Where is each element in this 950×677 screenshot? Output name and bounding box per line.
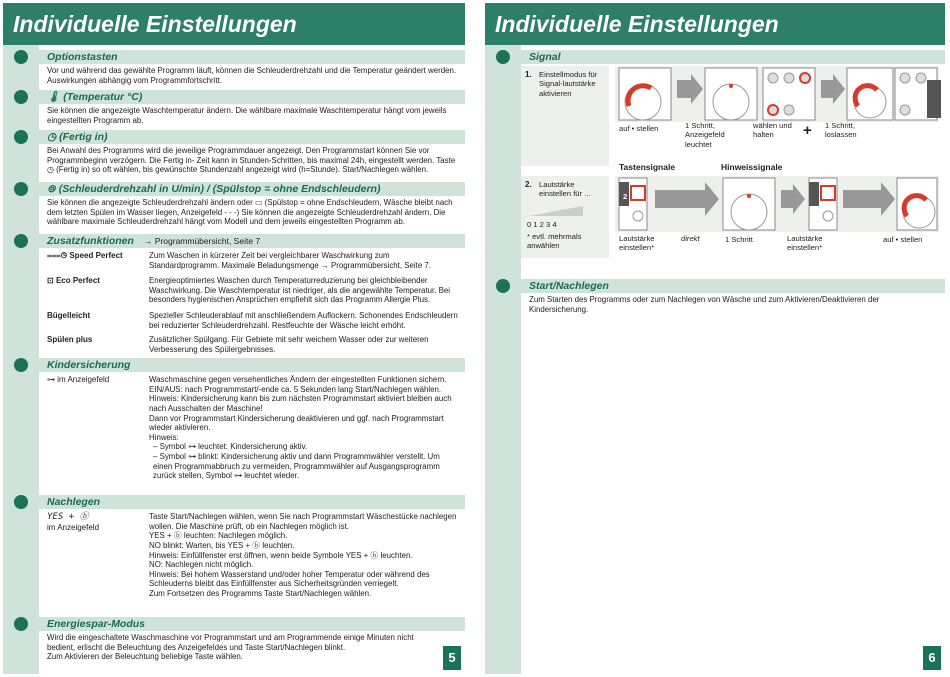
- schleuder-text: Sie können die angezeigte Schleuderdrehzahl ändern oder ▭ (Spülstop = ohne Endschleudern, Wäsche bleibt nach dem letzten Spülen im Wasser liegen, Anzeigefeld - - -) Sie können die angezeigte Schleuderdrehzahl ändern. Die wählbare maximale Schleuderdrehzahl hängt vom Modell und dem jeweils eingestellten Programm ab.: [47, 198, 453, 227]
- buegelleicht-label: Bügelleicht: [47, 311, 91, 320]
- arrow-head: [691, 74, 703, 104]
- caption-1schritt: 1 Schritt: [725, 235, 753, 244]
- arrow-shaft: [677, 80, 691, 98]
- caption-waehlen: wählen und halten: [753, 121, 792, 140]
- bullet-icon: [14, 495, 28, 509]
- right-page: [485, 3, 945, 674]
- bullet-icon: [14, 130, 28, 144]
- section-optionstasten: Optionstasten: [3, 50, 465, 64]
- dial-marker: [729, 84, 733, 88]
- bullet-icon: [496, 50, 510, 64]
- section-temperatur: 🌡 (Temperatur °C): [3, 90, 465, 104]
- display-value: 2: [623, 192, 628, 201]
- optionstasten-text: Vor und während das gewählte Programm läuft, können die Schleuderdrehzahl und die Temperatur geändert werden. Auswirkungen abhängig vom Programmfortschritt.: [47, 66, 457, 85]
- page-number: 5: [443, 646, 461, 670]
- nachlegen-text: Taste Start/Nachlegen wählen, wenn Sie nach Programmstart Wäschestücke nachlegen wollen. Die Maschine prüft, ob ein Nachlegen möglich ist. YES + ⓑ leuchten: Nachlegen möglich. NO blinkt: Warten, bis YES + ⓑ leuchten. Hinweis: Einfüllfenster erst öffnen, wenn beide Symbole YES + ⓑ leuchten. NO: Nachlegen nicht möglich. Hinweis: Bei hohem Wasserstand und/oder hoher Temperatur oder während des Schleuderns bleibt das Einfüllfenster aus Sicherheitsgründen verriegelt. Zum Fortsetzen des Programms Taste Start/Nachlegen wählen.: [149, 512, 457, 599]
- tastensignale-label: Tastensignale: [619, 162, 676, 172]
- hinweissignale-label: Hinweissignale: [721, 162, 783, 172]
- section-zusatz: Zusatzfunktionen → Programmübersicht, Seite 7: [3, 234, 465, 248]
- side-column: [485, 45, 521, 674]
- caption-direkt: direkt: [681, 234, 700, 243]
- kinder-label: ⊶ im Anzeigefeld: [47, 375, 110, 384]
- section-energie: Energiespar-Modus: [3, 617, 465, 631]
- section-schleuder: ⊚ (Schleuderdrehzahl in U/min) / (Spülstop = ohne Endschleudern): [3, 182, 465, 196]
- kinder-text: Waschmaschine gegen versehentliches Ändern der eingestellten Funktionen sichern. EIN/AUS: nach Programmstart/-ende ca. 5 Sekunden lang Start/Nachlegen wählen. Hinweis: Kindersicherung kann bis zum nächsten Programmstart aktiviert bleiben auch nach Ausschalten der Maschine! Dann vor Programmstart Kindersicherung deaktivieren und ggf. nach Programmstart wieder aktivieren. Hinweis: – Symbol ⊶ leuchtet: Kindersicherung aktiv. – Symbol ⊶ blinkt: Kindersicherung aktiv und dann Programmwähler verstellt. Um einen Programmabbruch zu vermeiden, Programmwähler auf Ausgangsprogramm zurück stellen, Symbol ⊶ leuchtet wieder.: [149, 375, 452, 481]
- step2-box: 2. Lautstärke einstellen für ... 0 1 2 3 4 * evtl. mehrmals anwählen: [521, 176, 609, 258]
- bullet-icon: [14, 50, 28, 64]
- section-start: Start/Nachlegen: [485, 279, 945, 293]
- caption-auf2: auf • stellen: [883, 235, 923, 244]
- page-number: 6: [923, 646, 941, 670]
- plus-sign: +: [803, 122, 812, 139]
- buegelleicht-text: Spezieller Schleuderablauf mit anschließendem Auflockern. Schonendes Endschleudern bei reduzierter Schleuderdrehzahl. Restfeuchte der Wäsche leicht erhöht.: [149, 311, 458, 330]
- caption-laut2: Lautstärke einstellen*: [787, 234, 823, 253]
- nachlegen-label: YES + ⓑ im Anzeigefeld: [47, 512, 100, 532]
- speed-perfect-text: Zum Waschen in kürzerer Zeit bei vergleichbarer Waschwirkung zum Standardprogramm. Maximale Beladungsmenge → Programmübersicht, Seite 7.: [149, 251, 432, 270]
- bullet-icon: [14, 234, 28, 248]
- step1-diagram: [615, 66, 941, 126]
- caption-auf: auf • stellen: [619, 124, 659, 133]
- volume-scale-icon: [527, 204, 587, 218]
- program-dial: [713, 84, 749, 120]
- step1-box: 1. Einstellmodus für Signal-lautstärke aktivieren: [521, 66, 609, 166]
- start-text: Zum Starten des Programms oder zum Nachlegen von Wäsche und zum Aktivieren/Deaktivieren der Kindersicherung.: [529, 295, 880, 314]
- eco-icon: ⊡: [47, 276, 54, 285]
- speed-perfect-label: ⩶◷ Speed Perfect: [47, 251, 123, 260]
- section-fertig: ◷ (Fertig in): [3, 130, 465, 144]
- section-kinder: Kindersicherung: [3, 358, 465, 372]
- section-nachlegen: Nachlegen: [3, 495, 465, 509]
- clock-icon: ◷: [47, 131, 57, 143]
- caption-schritt: 1 Schritt, Anzeigefeld leuchtet: [685, 121, 725, 149]
- bullet-icon: [14, 182, 28, 196]
- page-title: Individuelle Einstellungen: [485, 3, 945, 45]
- section-signal: Signal: [485, 50, 945, 64]
- bullet-icon: [14, 90, 28, 104]
- caption-laut1: Lautstärke einstellen*: [619, 234, 655, 253]
- spuelen-plus-label: Spülen plus: [47, 335, 93, 344]
- spin-icon: ⊚: [47, 183, 56, 195]
- thermometer-icon: 🌡: [47, 91, 61, 103]
- bullet-icon: [14, 617, 28, 631]
- eco-perfect-text: Energieoptimiertes Waschen durch Temperaturreduzierung bei gleichbleibender Waschwirkung. Die Waschtemperatur ist niedriger, als die angewählte Temperatur. Bei besonders hygienischen Ansprüchen empfiehlt sich das Programm Allergie Plus.: [149, 276, 451, 305]
- speed-icon: ⩶◷: [47, 251, 68, 260]
- bullet-icon: [14, 358, 28, 372]
- spuelen-plus-text: Zusätzlicher Spülgang. Für Gebiete mit sehr weichem Wasser oder zur weiteren Verbesserung des Spülergebnisses.: [149, 335, 429, 354]
- step2-diagram: [615, 176, 941, 236]
- eco-perfect-label: ⊡ Eco Perfect: [47, 276, 100, 285]
- page-title: Individuelle Einstellungen: [3, 3, 465, 45]
- energie-text: Wird die eingeschaltete Waschmaschine vor Programmstart und am Programmende einige Minuten nicht bedient, erlischt die Beleuchtung des Anzeigefeldes und Taste Start/Nachlegen blinkt. Zum Aktivieren der Beleuchtung beliebige Taste wählen.: [47, 633, 414, 662]
- fertig-text: Bei Anwahl des Programms wird die jeweilige Programmdauer angezeigt. Den Programmstart können Sie vor Programmbeginn verzögern. Die Fertig in- Zeit kann in Stunden-Schritten, bis maximal 24h, eingestellt werden. Taste ◷ (Fertig in) so oft wählen, bis gewünschte Stundenzahl angezeigt wird (h=Stunde). Start/Nachlegen wählen.: [47, 146, 456, 175]
- caption-loslassen: 1 Schritt, loslassen: [825, 121, 857, 140]
- temperatur-text: Sie können die angezeigte Waschtemperatur ändern. Die wählbare maximale Waschtemperatur hängt vom jeweils eingestellten Programm ab.: [47, 106, 447, 125]
- left-page: [3, 3, 465, 674]
- bullet-icon: [496, 279, 510, 293]
- display-value: 3: [800, 91, 805, 100]
